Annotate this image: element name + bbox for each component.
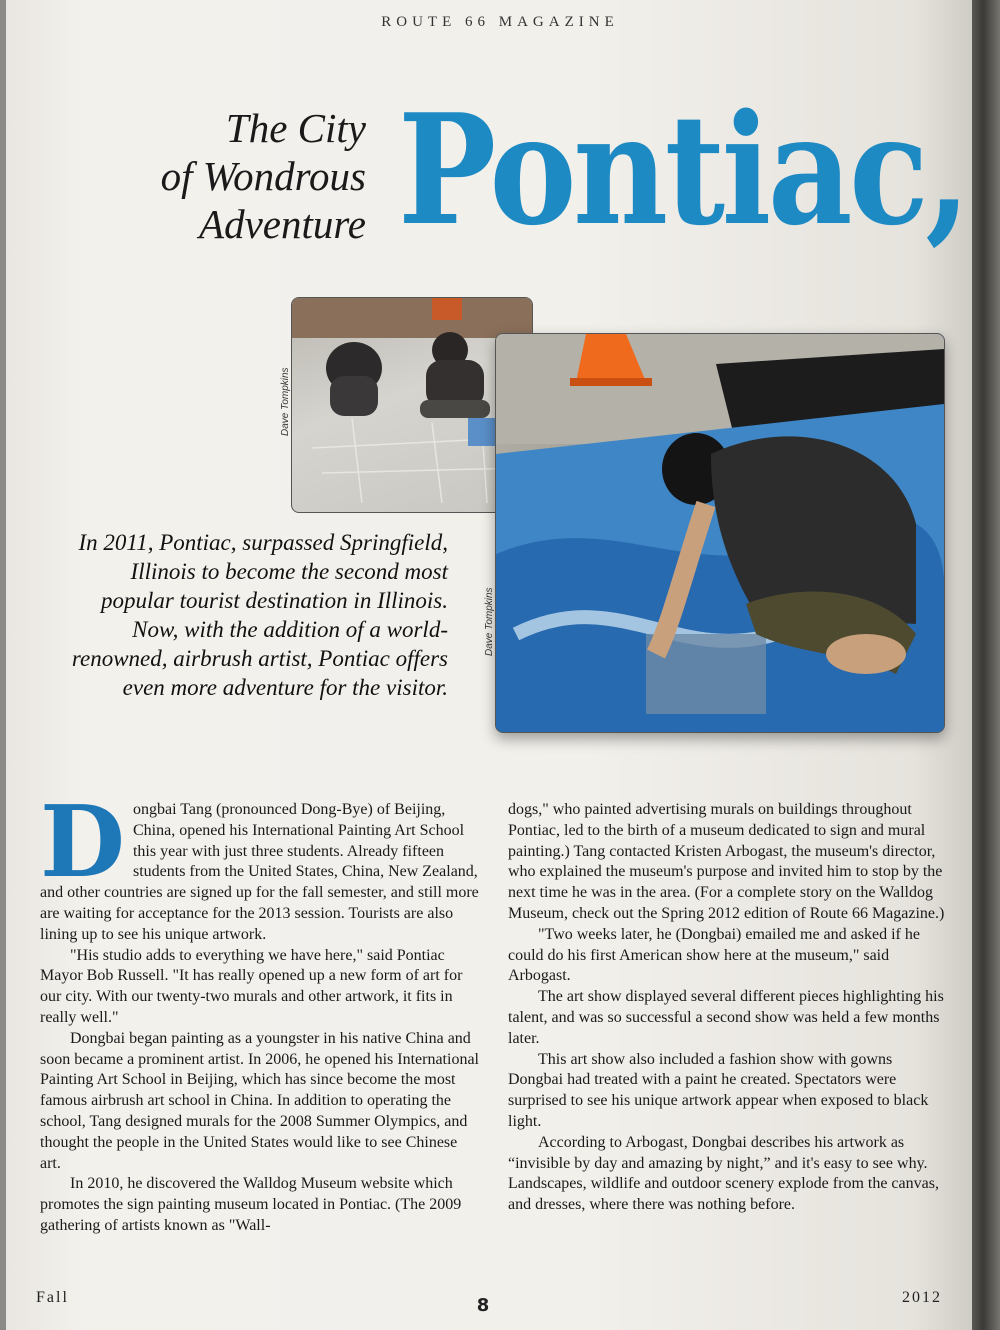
paragraph-text: ongbai Tang (pronounced Dong-Bye) of Beijing, China, opened his International Painting Art School this year with just three students. Already fifteen students from the United States, China, New Zealand, and other countries are signed up for the fall semester, and still more are waiting for acceptance for the 2013 session. Tourists are also lining up to see his unique artwork.	[40, 801, 479, 943]
article-paragraph: The art show displayed several different pieces highlighting his talent, and was so successful a second show was held a few months later.	[508, 988, 944, 1047]
article-paragraph: In 2010, he discovered the Walldog Museum website which promotes the sign painting museum located in Pontiac. (The 2009 gathering of artists known as "Wall-	[40, 1175, 462, 1234]
article-column-left	[40, 785, 480, 1237]
photo-airbrush-artist-illustration	[496, 334, 944, 732]
running-head: ROUTE 66 MAGAZINE	[381, 14, 619, 30]
drop-cap: D	[40, 785, 125, 900]
book-spine	[972, 0, 1000, 1330]
article-column-right	[508, 800, 946, 1216]
article-paragraph: "His studio adds to everything we have here," said Pontiac Mayor Bob Russell. "It has really opened up a new form of art for our city. With our twenty-two murals and other artwork, it fits in really well."	[40, 946, 463, 1026]
title-kicker-line: of Wondrous	[160, 153, 366, 199]
page-number: 8	[476, 1295, 490, 1316]
title-headline: Pontiac,	[398, 80, 968, 259]
article-paragraph: "Two weeks later, he (Dongbai) emailed me and asked if he could do his first American show here at the museum," said Arbogast.	[508, 925, 920, 985]
article-paragraph: According to Arbogast, Dongbai describes his artwork as “invisible by day and amazing by night,” and it's easy to see why. Landscapes, wildlife and outdoor scenery explode from the canvas, and dresses, where there was nothing before.	[508, 1133, 939, 1214]
title-kicker-line: Adventure	[199, 201, 366, 247]
photo-credit-large: Dave Tompkins	[484, 587, 495, 656]
footer-year: 2012	[902, 1289, 942, 1306]
article-paragraph	[40, 785, 480, 946]
article-paragraph: dogs," who painted advertising murals on buildings throughout Pontiac, led to the birth of a museum dedicated to sign and mural painting.) Tang contacted Kristen Arbogast, the museum's director, who explained the museum's purpose and invited him to stop by the next time he was in the area. (For a complete story on the Walldog Museum, check out the Spring 2012 edition of Route 66 Magazine.)	[508, 801, 945, 922]
photo-credit-small: Dave Tompkins	[280, 367, 291, 436]
article-deck: In 2011, Pontiac, surpassed Springfield, Illinois to become the second most popular tourist destination in Illinois. Now, with the addition of a world-renowned, airbrush artist, Pontiac offers even more adventure for the visitor.	[71, 530, 448, 700]
article-paragraph: This art show also included a fashion show with gowns Dongbai had treated with a paint he created. Spectators were surprised to see his unique artwork appear when exposed to black light.	[508, 1050, 929, 1130]
footer-season: Fall	[36, 1289, 69, 1306]
title-kicker	[161, 104, 366, 248]
title-kicker-line: The City	[225, 105, 366, 151]
photo-airbrush-artist	[495, 333, 945, 733]
article-paragraph: Dongbai began painting as a youngster in his native China and soon became a prominent artist. In 2006, he opened his International Painting Art School in Beijing, which has since become the most famous airbrush art school in China. In addition to operating the school, Tang designed murals for the 2008 Summer Olympics, and thought the people in the United States would like to see Chinese art.	[40, 1029, 479, 1172]
